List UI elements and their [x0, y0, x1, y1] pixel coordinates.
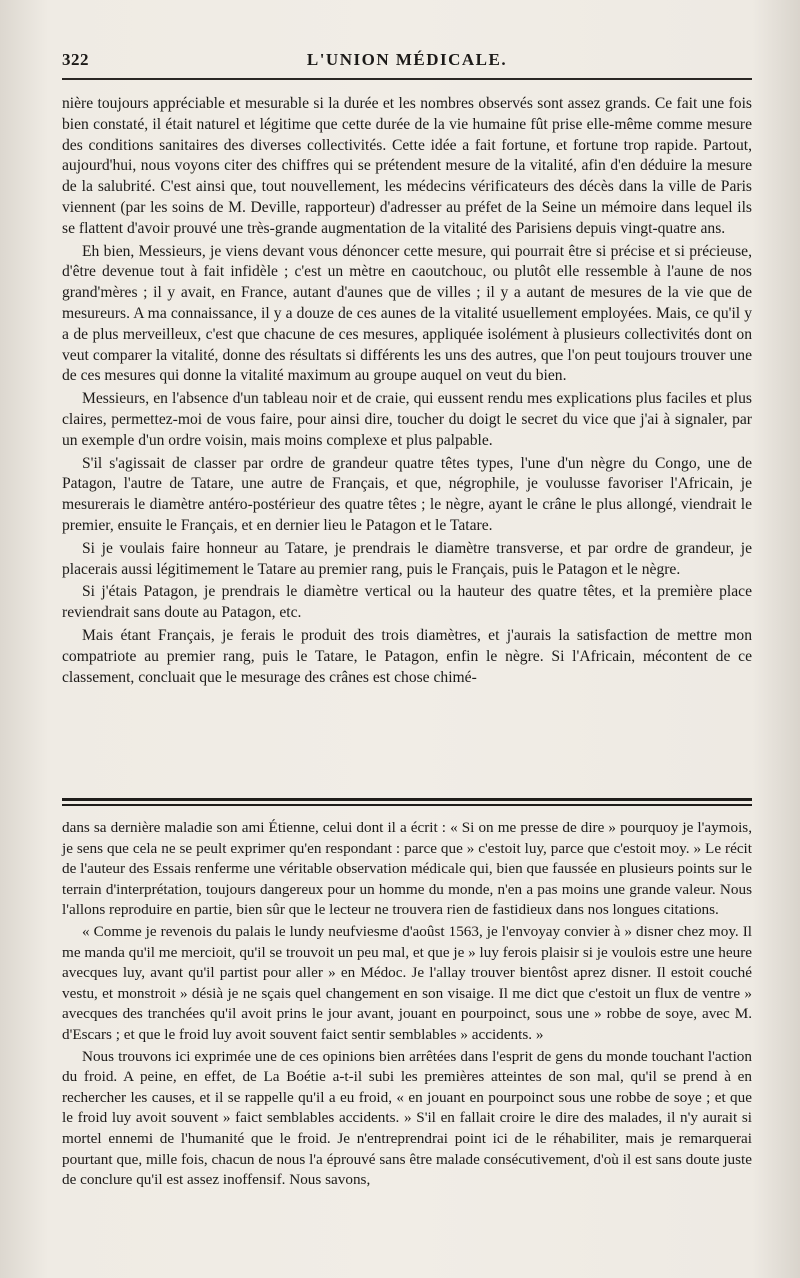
paragraph: Eh bien, Messieurs, je viens devant vous dénoncer cette mesure, qui pourrait être si précise et si précieuse, d'être devenue tout à fait infidèle ; c'est un mètre en caoutchouc, ou plutôt elle ressemble à l'aune de nos grand'mères ; il y avait, en France, autant d'aunes que de villes ; il y a autant de mesures de la vie que de mesureurs. A ma connaissance, il y a douze de ces aunes de la vitalité usuellement employées. Mais, ce qu'il y a de plus merveilleux, c'est que chacune de ces mesures, appliquée isolément à plusieurs collectivités dont on veut comparer la vitalité, donne des résultats si différents les uns des autres, que l'on peut toujours trouver une de ces mesures qui donne la vitalité maximum au groupe auquel on veut du bien. [62, 242, 752, 385]
paragraph: nière toujours appréciable et mesurable si la durée et les nombres observés sont assez grands. Ce fait une fois bien constaté, il était naturel et légitime que cette durée de la vie humaine fût prise elle-même comme mesure des conditions sanitaires des diverses collectivités. Cette idée a fait fortune, et fortune trop rapide. Partout, aujourd'hui, nous voyons citer des chiffres qui se prétendent mesure de la vitalité, afin d'en déduire la mesure de la salubrité. C'est ainsi que, tout nouvellement, les médecins vérificateurs des décès dans la ville de Paris viennent (par les soins de M. Deville, rapporteur) d'adresser au préfet de la Seine un mémoire dans lequel ils se flattent d'avoir prouvé une très-grande augmentation de la vitalité des Parisiens depuis vingt-quatre ans. [62, 95, 752, 237]
paragraph: Mais étant Français, je ferais le produit des trois diamètres, et j'aurais la satisfaction de mettre mon compatriote au premier rang, puis le Tatare, le Patagon, enfin le nègre. Si l'Africain, mécontent de ce classement, concluait que le mesurage des crânes est chose chimé- [62, 626, 752, 686]
page-number: 322 [62, 50, 89, 69]
paragraph: Si je voulais faire honneur au Tatare, je prendrais le diamètre transverse, et par ordre de grandeur, je placerais aussi légitimement le Tatare au premier rang, puis le Français, puis le Patagon et le nègre. [62, 539, 752, 578]
paragraph: Messieurs, en l'absence d'un tableau noir et de craie, qui eussent rendu mes explications plus faciles et plus claires, permettez-moi de vous faire, pour ainsi dire, toucher du doigt le secret du vice que j'ai à signaler, par un exemple d'un ordre voisin, mais moins complexe et plus palpable. [62, 390, 752, 449]
section-divider-thin [62, 804, 752, 806]
note-paragraph: dans sa dernière maladie son ami Étienne, celui dont il a écrit : « Si on me presse de dire » pourquoy je l'aymois, je sens que cela ne se peult exprimer qu'en respondant : parce que » c'estoit luy, parce que c'estoit moy. » Le récit de l'auteur des Essais renferme une véritable observation médicale qui, bien que faussée en plusieurs points sur le terrain d'interprétation, toujours dangereux pour un homme du monde, n'en a pas moins une grande valeur. Nous l'allons reproduire en partie, bien sûr que le lecteur ne trouvera rien de fastidieux dans nos longues citations. [62, 819, 752, 919]
paragraph: Si j'étais Patagon, je prendrais le diamètre vertical ou la hauteur des quatre têtes, et la première place reviendrait sans doute au Patagon, etc. [62, 583, 752, 622]
note-quotation: « Comme je revenois du palais le lundy neufviesme d'aoûst 1563, je l'envoyay convier à » disner chez moy. Il me manda qu'il me mercioit, qu'il se trouvoit un peu mal, et que je » luy ferois plaisir si je voulois estre une heure avecques luy, avant qu'il partist pour aller » en Médoc. Je l'allay trouver bientôst aprez disner. Il estoit couché vestu, et monstroit » désià je ne sçais quel changement en son visaige. Il me dict que c'estoit un flux de ventre » avecques des tranchées qu'il avoit prins le jour avant, jouant en pourpoinct, sous une » robbe de soye, avec M. d'Escars ; et que le froid luy avoit souvent faict sentir semblables » accidents. » [62, 922, 753, 1043]
journal-title: L'UNION MÉDICALE. [306, 50, 508, 69]
paragraph: S'il s'agissait de classer par ordre de grandeur quatre têtes types, l'une d'un nègre du Congo, une de Patagon, l'autre de Tatare, une autre de Français, et que, négrophile, je voulusse favoriser l'Africain, je mesurerais le diamètre antéro-postérieur des quatre têtes ; le nègre, ayant le crâne le plus allongé, viendrait le premier, ensuite le Français, et en dernier lieu le Patagon et le Tatare. [62, 454, 752, 534]
note-paragraph: Nous trouvons ici exprimée une de ces opinions bien arrêtées dans l'esprit de gens du monde touchant l'action du froid. A peine, en effet, de La Boétie a-t-il subi les premières atteintes de son mal, qu'il se prend à en rechercher les causes, et il se rappelle qu'il a eu froid, « en jouant en pourpoinct sous une robbe de soye ; et que le froid luy avoit souvent » faict semblables accidents. » S'il en fallait croire le dire des malades, il n'y aurait si mortel ennemi de l'humanité que le froid. Je n'entreprendrai point ici de le réhabiliter, mais je remarquerai pourtant que, mille fois, chacun de nous l'a éprouvé sans être malade consécutivement, d'où il est sans doute juste de conclure qu'il est assez inoffensif. Nous savons, [62, 1047, 752, 1189]
main-text [62, 94, 752, 690]
header-rule [62, 78, 752, 80]
running-header [62, 48, 752, 74]
section-divider [62, 798, 752, 801]
feuilleton-text [62, 818, 752, 1192]
